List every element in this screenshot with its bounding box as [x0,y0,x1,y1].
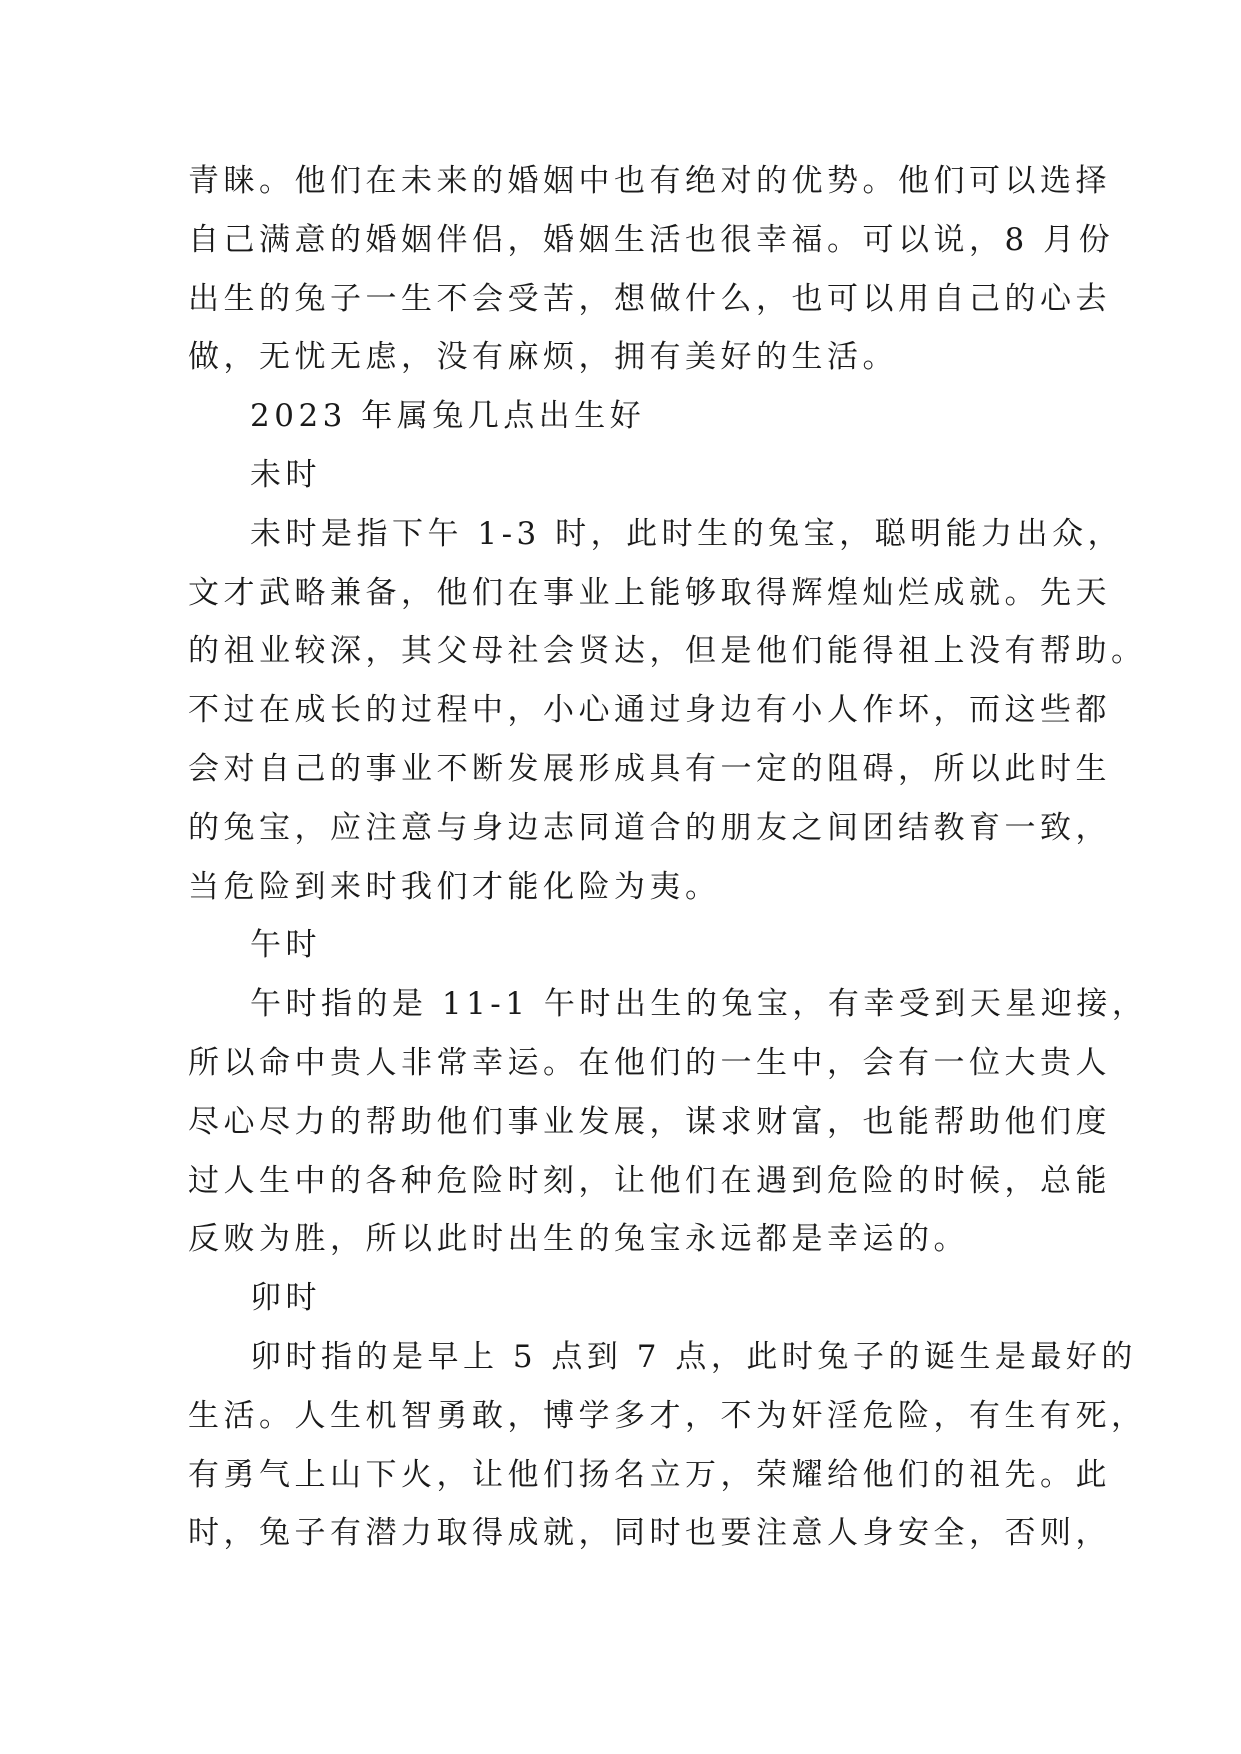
text-line: 所以命中贵人非常幸运。在他们的一生中，会有一位大贵人 [188,1044,1111,1081]
text-line: 文才武略兼备，他们在事业上能够取得辉煌灿烂成就。先天 [188,574,1111,611]
text-line: 反败为胜，所以此时出生的兔宝永远都是幸运的。 [188,1221,969,1258]
heading-text: 未时 [250,456,321,493]
heading-text: 午时 [250,927,321,964]
text-line: 时，兔子有潜力取得成就，同时也要注意人身安全，否则， [188,1515,1111,1552]
text-line: 当危险到来时我们才能化险为夷。 [188,868,721,905]
text-line: 的兔宝，应注意与身边志同道合的朋友之间团结教育一致， [188,809,1111,846]
text-line: 生活。人生机智勇敢，博学多才，不为奸淫危险，有生有死， [188,1397,1147,1434]
text-line: 有勇气上山下火，让他们扬名立万，荣耀给他们的祖先。此 [188,1456,1111,1493]
subsection-heading [188,916,1066,975]
paragraph-weishi [188,505,1147,917]
text-line: 出生的兔子一生不会受苦，想做什么，也可以用自己的心去 [188,280,1111,317]
text-line: 会对自己的事业不断发展形成具有一定的阻碍，所以此时生 [188,750,1111,787]
text-line: 自己满意的婚姻伴侣，婚姻生活也很幸福。可以说，8 月份 [188,221,1115,258]
text-line: 未时是指下午 1-3 时，此时生的兔宝，聪明能力出众， [250,515,1124,552]
heading-text: 2023 年属兔几点出生好 [250,398,646,435]
subsection-heading [188,1269,1066,1328]
text-line: 过人生中的各种危险时刻，让他们在遇到危险的时候，总能 [188,1162,1111,1199]
document-body [188,152,1148,1563]
heading-text: 卯时 [250,1280,321,1317]
text-line: 卯时指的是早上 5 点到 7 点，此时兔子的诞生是最好的 [250,1338,1137,1375]
paragraph-maoshi [188,1328,1147,1563]
text-line: 午时指的是 11-1 午时出生的兔宝，有幸受到天星迎接， [250,986,1148,1023]
paragraph-continuation [188,152,1115,387]
text-line: 做，无忧无虑，没有麻烦，拥有美好的生活。 [188,339,898,376]
text-line: 青睐。他们在未来的婚姻中也有绝对的优势。他们可以选择 [188,163,1111,199]
paragraph-wushi [188,975,1148,1269]
text-line: 尽心尽力的帮助他们事业发展，谋求财富，也能帮助他们度 [188,1103,1111,1140]
subsection-heading [188,446,1066,505]
section-heading [188,387,1066,446]
text-line: 的祖业较深，其父母社会贤达，但是他们能得祖上没有帮助。 [188,633,1147,670]
text-line: 不过在成长的过程中，小心通过身边有小人作坏，而这些都 [188,692,1111,729]
